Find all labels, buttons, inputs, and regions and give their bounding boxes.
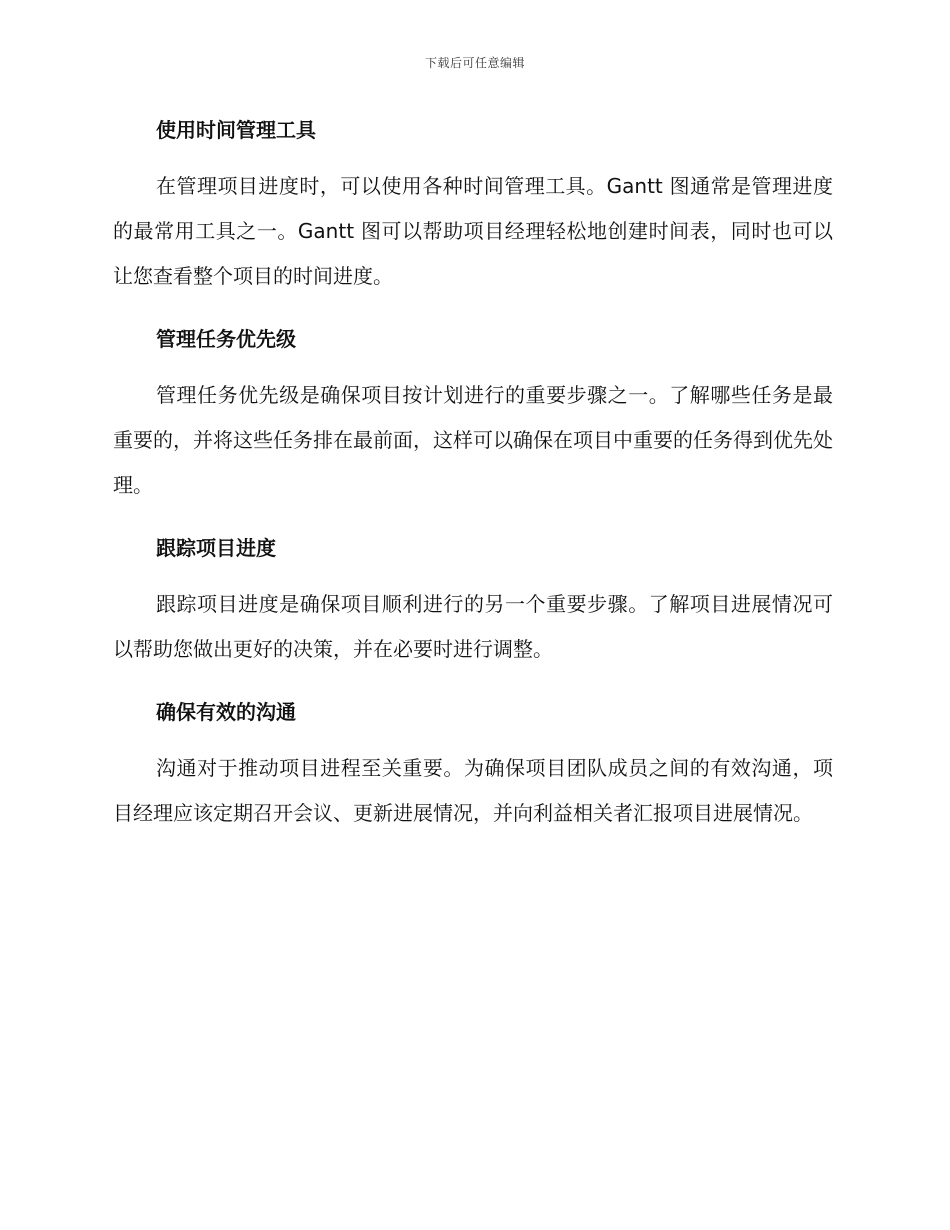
section-body: 管理任务优先级是确保项目按计划进行的重要步骤之一。了解哪些任务是最重要的，并将这些任务排在最前面，这样可以确保在项目中重要的任务得到优先处理。 <box>113 383 833 497</box>
section-communication <box>113 692 833 836</box>
section-title: 确保有效的沟通 <box>156 700 296 724</box>
section-title: 使用时间管理工具 <box>156 118 316 142</box>
section-track-progress <box>113 528 833 692</box>
document-content <box>113 110 833 836</box>
section-time-management <box>113 110 833 319</box>
section-body: 跟踪项目进度是确保项目顺利进行的另一个重要步骤。了解项目进展情况可以帮助您做出更好的决策，并在必要时进行调整。 <box>113 592 833 661</box>
section-body: 沟通对于推动项目进程至关重要。为确保项目团队成员之间的有效沟通，项目经理应该定期召开会议、更新进展情况，并向利益相关者汇报项目进展情况。 <box>113 756 833 825</box>
section-body: 在管理项目进度时，可以使用各种时间管理工具。Gantt 图通常是管理进度的最常用工具之一。Gantt 图可以帮助项目经理轻松地创建时间表，同时也可以让您查看整个项目的时间进度。 <box>113 174 833 288</box>
page-header-note: 下载后可任意编辑 <box>424 56 525 70</box>
section-title: 跟踪项目进度 <box>156 536 276 560</box>
section-title: 管理任务优先级 <box>156 327 296 351</box>
section-task-priority <box>113 319 833 528</box>
